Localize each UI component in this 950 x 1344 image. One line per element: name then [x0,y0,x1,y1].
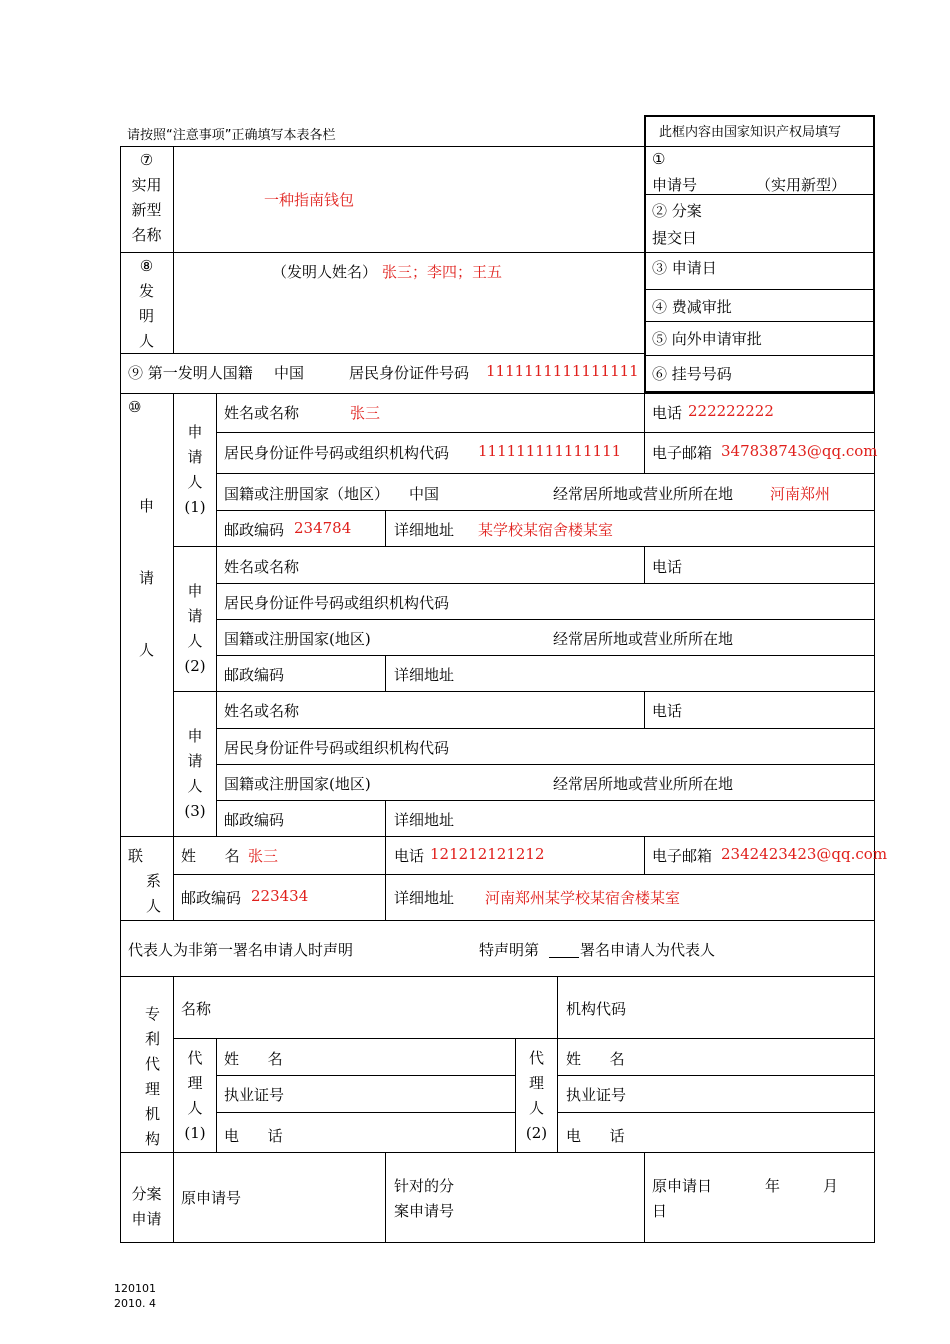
divider [557,1038,558,1152]
label-line: 分案 [131,1185,162,1203]
divider [385,800,386,836]
office-application-type: （实用新型） [756,176,847,194]
divider [216,764,875,765]
divider [216,432,875,433]
divider [173,146,174,353]
divider [216,1112,515,1113]
applicant-1-address-label: 详细地址 [394,521,455,539]
label-line: 人 [187,777,203,795]
agent-2-label [516,1046,557,1146]
agent-1-phone-label: 电 话 [224,1127,283,1145]
applicant-3-name-label: 姓名或名称 [224,702,300,720]
divider [557,976,558,1038]
divider [216,655,875,656]
office-submission-date-label: 提交日 [652,229,698,247]
divider [173,1152,174,1242]
label-line: 申 [187,582,203,600]
applicant-1-phone-value[interactable]: 222222222 [688,402,774,420]
label-line: 代 [144,1055,160,1073]
first-inventor-id-label: 居民身份证件号码 [349,364,470,382]
label-line: 明 [138,307,154,325]
applicant-2-label [174,579,216,679]
table-border-bottom [120,1242,875,1243]
contact-label-3: 人 [146,897,162,915]
label-line: 理 [528,1074,544,1092]
division-target-label-1: 针对的分 [394,1177,455,1195]
utility-model-num: ⑦ [139,151,154,169]
contact-phone-value[interactable]: 121212121212 [430,845,545,863]
contact-postal-value[interactable]: 223434 [251,887,309,905]
divider [644,691,645,728]
divider [216,473,875,474]
divider [644,355,874,356]
contact-phone-label: 电话 [394,847,425,865]
label-line: 构 [144,1130,160,1148]
applicant-1-name-value[interactable]: 张三 [350,404,381,422]
first-inventor-id-value[interactable]: 1111111111111111 [486,362,639,380]
applicant-3-postal-label: 邮政编码 [224,811,285,829]
agent-1-license-label: 执业证号 [224,1086,285,1104]
divider [385,836,386,920]
division-label [120,1182,173,1232]
applicant-3-label [174,724,216,824]
label-line: 专 [144,1005,160,1023]
applicant-3-phone-label: 电话 [652,702,683,720]
label-line: 人 [138,641,154,659]
divider [173,836,174,920]
label-line: 申 [187,727,203,745]
applicant-2-postal-label: 邮政编码 [224,666,285,684]
applicant-1-residence-label: 经常居所地或营业所所在地 [553,485,734,503]
representative-statement-prefix: 特声明第 [479,941,540,959]
applicant-1-country-value[interactable]: 中国 [409,485,440,503]
divider [644,546,645,583]
label-line: 代 [528,1049,544,1067]
form-instruction: 请按照“注意事项”正确填写本表各栏 [127,128,336,143]
office-fee-reduction-label: ④ 费减审批 [652,298,732,316]
division-original-date-label: 原申请日 [652,1177,713,1195]
contact-email-label: 电子邮箱 [652,847,713,865]
label-line: 理 [187,1074,203,1092]
label-line: 新型 [131,201,162,219]
office-box-title: 此框内容由国家知识产权局填写 [659,125,842,140]
table-border-top [120,146,875,147]
divider [173,874,875,875]
applicant-1-phone-label: 电话 [652,404,683,422]
contact-address-label: 详细地址 [394,889,455,907]
applicant-1-postal-label: 邮政编码 [224,521,285,539]
divider [385,510,386,546]
applicant-1-email-label: 电子邮箱 [652,444,713,462]
divider [173,1038,875,1039]
applicant-1-postal-value[interactable]: 234784 [294,519,352,537]
label-line: 发 [138,282,154,300]
divider [216,800,875,801]
divider [120,393,875,394]
divider [216,583,875,584]
inventor-names-value[interactable]: 张三；李四；王五 [382,263,503,281]
label-line: 利 [144,1030,160,1048]
office-registered-mail-label: ⑥ 挂号号码 [652,365,732,383]
applicant-3-country-label: 国籍或注册国家(地区) [224,775,371,793]
applicants-label [120,470,173,686]
label-line: 理 [144,1080,160,1098]
divider [644,321,874,322]
label-line: 人 [187,632,203,650]
office-box-border-top [644,115,875,117]
division-target-label-2: 案申请号 [394,1202,455,1220]
representative-label: 代表人为非第一署名申请人时声明 [128,941,354,959]
contact-email-value[interactable]: 2342423423@qq.com [721,845,888,863]
applicants-num: ⑩ [128,398,142,416]
applicant-1-residence-value[interactable]: 河南郑州 [770,485,831,503]
label-line: 请 [187,607,203,625]
agent-2-license-label: 执业证号 [566,1086,627,1104]
divider [557,1075,875,1076]
inventor-num: ⑧ [139,257,154,275]
divider [216,1075,515,1076]
applicant-3-id-label: 居民身份证件号码或组织机构代码 [224,739,450,757]
label-line: 人 [187,473,203,491]
divider [120,1152,875,1153]
label-line: (2) [525,1124,548,1142]
label-line: 申 [138,497,154,515]
division-original-number-label: 原申请号 [181,1189,242,1207]
label-line: 人 [187,1099,203,1117]
form-code: 120101 [114,1282,156,1295]
divider [644,836,645,874]
division-day-label: 日 [652,1202,668,1220]
contact-name-value[interactable]: 张三 [248,847,279,865]
label-line: (1) [184,498,206,516]
contact-name-label: 姓 名 [181,847,240,865]
utility-model-name-value[interactable]: 一种指南钱包 [264,191,355,209]
label-line: (2) [184,657,206,675]
division-month-label: 月 [823,1177,839,1195]
office-division-label: ② 分案 [652,202,702,220]
office-filing-date-label: ③ 申请日 [652,259,717,277]
representative-number-blank[interactable] [549,957,579,958]
divider [120,920,875,921]
label-line: 申请 [131,1210,162,1228]
label-line: 请 [187,448,203,466]
contact-label-1: 联 [128,847,144,865]
label-line: 人 [138,332,154,350]
agent-2-name-label: 姓 名 [566,1050,625,1068]
divider [216,510,875,511]
divider [216,393,217,836]
agency-name-label: 名称 [181,1000,212,1018]
label-line: 请 [187,752,203,770]
applicant-1-address-value[interactable]: 某学校某宿舍楼某室 [478,521,614,539]
divider [644,1152,645,1242]
divider [120,836,875,837]
agent-2-phone-label: 电 话 [566,1127,625,1145]
divider [120,976,875,977]
contact-address-value[interactable]: 河南郑州某学校某宿舍楼某室 [485,889,681,907]
utility-model-label [120,148,173,248]
applicant-1-label [174,420,216,520]
applicant-2-country-label: 国籍或注册国家(地区) [224,630,371,648]
label-line: 机 [144,1105,160,1123]
divider [385,1152,386,1242]
applicant-2-id-label: 居民身份证件号码或组织机构代码 [224,594,450,612]
applicant-1-country-label: 国籍或注册国家（地区） [224,485,390,503]
inventor-label [120,254,173,354]
agent-1-name-label: 姓 名 [224,1050,283,1068]
label-line: 名称 [131,226,162,244]
divider [120,353,644,354]
applicant-3-residence-label: 经常居所地或营业所所在地 [553,775,734,793]
applicant-1-id-label: 居民身份证件号码或组织机构代码 [224,444,450,462]
agent-1-label [174,1046,216,1146]
form-version: 2010. 4 [114,1297,156,1310]
division-year-label: 年 [765,1177,781,1195]
label-line: 请 [138,569,154,587]
divider [216,728,875,729]
agency-label [126,1002,179,1152]
agency-code-label: 机构代码 [566,1000,627,1018]
applicant-2-address-label: 详细地址 [394,666,455,684]
applicant-1-name-label: 姓名或名称 [224,404,300,422]
inventor-prefix: （发明人姓名） [272,263,378,281]
representative-statement-suffix: 署名申请人为代表人 [580,941,716,959]
contact-label-2: 系 [146,872,162,890]
applicant-3-address-label: 详细地址 [394,811,455,829]
label-line: (3) [184,802,206,820]
label-line: 申 [187,423,203,441]
applicant-1-id-value[interactable]: 111111111111111 [478,442,622,460]
table-border-right [874,393,875,1243]
divider [644,393,645,473]
label-line: (1) [184,1124,206,1142]
office-application-number-label: 申请号 [652,176,698,194]
applicant-2-phone-label: 电话 [652,558,683,576]
applicant-2-name-label: 姓名或名称 [224,558,300,576]
label-line: 人 [528,1099,544,1117]
divider [644,289,874,290]
applicant-1-email-value[interactable]: 347838743@qq.com [721,442,878,460]
office-f1-num: ① [652,150,666,168]
office-box-border-right [873,115,875,393]
divider [216,619,875,620]
divider [557,1112,875,1113]
applicant-2-residence-label: 经常居所地或营业所所在地 [553,630,734,648]
first-inventor-nationality-label: ⑨ 第一发明人国籍 [128,364,253,382]
first-inventor-nationality-value[interactable]: 中国 [274,364,305,382]
divider [120,252,875,253]
office-foreign-filing-label: ⑤ 向外申请审批 [652,330,762,348]
divider [216,1038,217,1152]
divider [173,691,875,692]
divider [173,546,875,547]
divider [385,655,386,691]
contact-postal-label: 邮政编码 [181,889,242,907]
label-line: 代 [187,1049,203,1067]
label-line: 实用 [131,176,162,194]
